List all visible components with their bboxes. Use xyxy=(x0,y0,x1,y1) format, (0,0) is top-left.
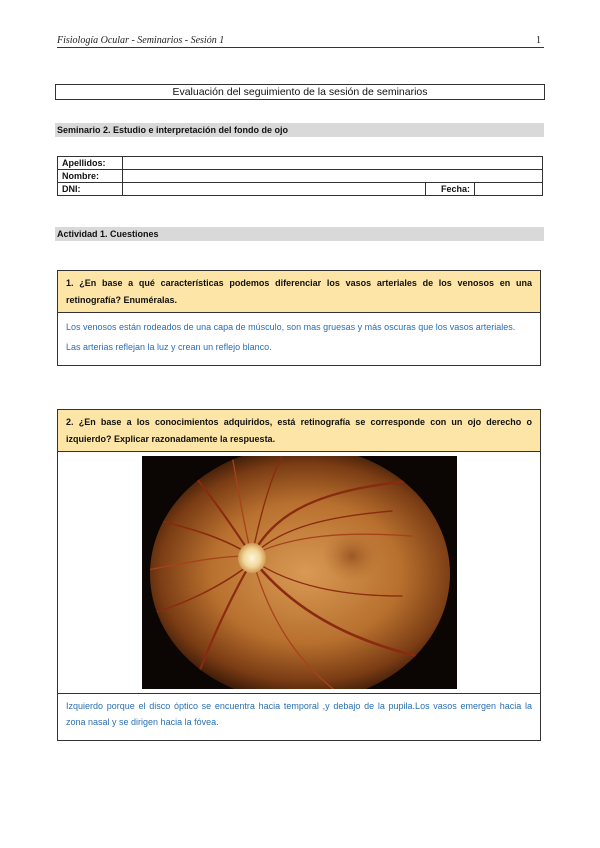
apellidos-label: Apellidos: xyxy=(58,157,123,170)
apellidos-field[interactable] xyxy=(123,157,543,170)
header-title: Fisiología Ocular - Seminarios - Sesión 1 xyxy=(57,35,225,46)
nombre-field[interactable] xyxy=(123,170,543,183)
image-cell xyxy=(58,452,540,694)
page-number: 1 xyxy=(536,35,541,46)
question-2-answer: Izquierdo porque el disco óptico se encuentra hacia temporal ,y debajo de la pupila.Los vasos emergen hacia la zona nasal y se dirigen hacia la fóvea. xyxy=(66,701,532,727)
fecha-field[interactable] xyxy=(475,183,543,196)
main-title: Evaluación del seguimiento de la sesión de seminarios xyxy=(55,84,545,100)
fecha-label: Fecha: xyxy=(426,183,475,196)
question-2-box xyxy=(57,409,541,741)
fundus-photograph xyxy=(142,456,457,689)
seminar-heading: Seminario 2. Estudio e interpretación del fondo de ojo xyxy=(55,123,544,137)
question-1-answer-2: Las arterias reflejan la luz y crean un reflejo blanco. xyxy=(66,342,272,352)
activity-heading: Actividad 1. Cuestiones xyxy=(55,227,544,241)
question-1-box xyxy=(57,270,541,366)
header-rule xyxy=(57,47,544,48)
dni-label: DNI: xyxy=(58,183,123,196)
dni-field[interactable] xyxy=(123,183,426,196)
nombre-label: Nombre: xyxy=(58,170,123,183)
student-id-table xyxy=(57,156,543,196)
question-1-text: 1. ¿En base a qué características podemos diferenciar los vasos arteriales de los venosos en una retinografía? Enuméralas. xyxy=(58,271,540,313)
fundus-image xyxy=(142,456,457,689)
question-1-answer-1: Los venosos están rodeados de una capa de músculo, son mas gruesas y más oscuras que los vasos arteriales. xyxy=(66,322,516,332)
question-2-text: 2. ¿En base a los conocimientos adquiridos, está retinografía se corresponde con un ojo derecho o izquierdo? Explicar razonadamente la respuesta. xyxy=(58,410,540,452)
